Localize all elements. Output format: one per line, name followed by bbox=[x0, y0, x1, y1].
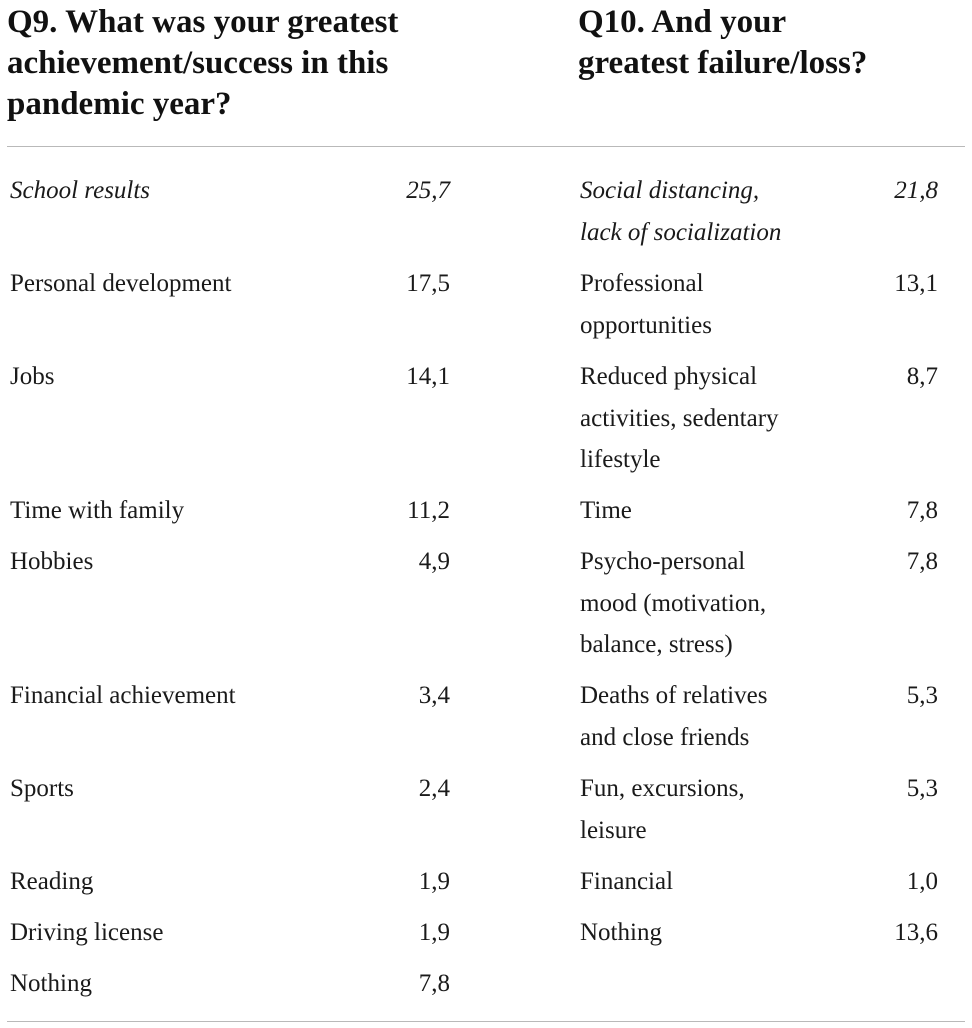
q9-row-value: 2,4 bbox=[418, 775, 450, 802]
q10-row-value: 1,0 bbox=[906, 868, 938, 895]
q9-row-label: Jobs bbox=[10, 363, 55, 390]
q10-row-label: Social distancing, lack of socialization bbox=[580, 177, 782, 246]
table-row bbox=[580, 912, 940, 953]
table-row bbox=[10, 170, 450, 253]
table-row bbox=[580, 356, 940, 480]
q10-row-label: Nothing bbox=[580, 919, 662, 946]
q9-row-value: 4,9 bbox=[418, 548, 450, 575]
table-row bbox=[580, 490, 940, 531]
q10-row-label: Fun, excursions, leisure bbox=[580, 775, 745, 844]
q9-row-label: Time with family bbox=[10, 497, 185, 524]
q9-heading-line: Q9. What was your greatest bbox=[7, 4, 399, 40]
q9-heading-line: pandemic year? bbox=[7, 86, 232, 122]
q9-row-value: 25,7 bbox=[406, 177, 450, 204]
q9-row-label: Personal development bbox=[10, 270, 232, 297]
q10-heading-line: greatest failure/loss? bbox=[578, 45, 868, 81]
q10-row-value: 7,8 bbox=[906, 548, 938, 575]
q10-table bbox=[580, 170, 940, 963]
table-row bbox=[580, 768, 940, 851]
q9-row-value: 1,9 bbox=[418, 919, 450, 946]
table-row bbox=[10, 490, 450, 531]
q9-row-value: 7,8 bbox=[418, 970, 450, 997]
q9-row-label: Reading bbox=[10, 868, 94, 895]
q10-row-label: Professional opportunities bbox=[580, 270, 712, 339]
q10-row-value: 8,7 bbox=[906, 363, 938, 390]
q10-row-value: 5,3 bbox=[906, 775, 938, 802]
q10-row-label: Time bbox=[580, 497, 632, 524]
q10-row-value: 13,6 bbox=[894, 919, 938, 946]
q9-table bbox=[10, 170, 450, 1014]
table-row bbox=[10, 963, 450, 1004]
table-row bbox=[10, 541, 450, 665]
q9-row-label: Financial achievement bbox=[10, 682, 236, 709]
q10-row-value: 21,8 bbox=[894, 177, 938, 204]
q9-row-value: 11,2 bbox=[407, 497, 450, 524]
table-row bbox=[10, 768, 450, 851]
q10-heading bbox=[578, 2, 867, 84]
q9-row-label: Hobbies bbox=[10, 548, 94, 575]
table-row bbox=[580, 675, 940, 758]
table-row bbox=[10, 356, 450, 480]
q10-row-label: Deaths of relatives and close friends bbox=[580, 682, 768, 751]
q10-row-label: Reduced physical activities, sedentary lifestyle bbox=[580, 363, 779, 473]
q9-heading bbox=[7, 2, 398, 125]
bottom-divider bbox=[7, 1021, 965, 1022]
q9-row-label: Driving license bbox=[10, 919, 164, 946]
q9-row-label: Nothing bbox=[10, 970, 92, 997]
q10-heading-line: Q10. And your bbox=[578, 4, 787, 40]
q9-row-value: 14,1 bbox=[406, 363, 450, 390]
table-row bbox=[10, 861, 450, 902]
table-row bbox=[10, 263, 450, 346]
table-row bbox=[580, 263, 940, 346]
q10-row-value: 7,8 bbox=[906, 497, 938, 524]
table-row bbox=[580, 170, 940, 253]
q9-row-label: Sports bbox=[10, 775, 74, 802]
table-row bbox=[580, 541, 940, 665]
q9-heading-line: achievement/success in this bbox=[7, 45, 389, 81]
q9-row-value: 3,4 bbox=[418, 682, 450, 709]
q10-row-label: Financial bbox=[580, 868, 674, 895]
table-row bbox=[10, 675, 450, 758]
q10-row-value: 13,1 bbox=[894, 270, 938, 297]
top-divider bbox=[7, 146, 965, 147]
table-row bbox=[580, 861, 940, 902]
q9-row-label: School results bbox=[10, 177, 151, 204]
table-row bbox=[10, 912, 450, 953]
q9-row-value: 1,9 bbox=[418, 868, 450, 895]
q10-row-value: 5,3 bbox=[906, 682, 938, 709]
q9-row-value: 17,5 bbox=[406, 270, 450, 297]
q10-row-label: Psycho-personal mood (motivation, balance, stress) bbox=[580, 548, 767, 658]
